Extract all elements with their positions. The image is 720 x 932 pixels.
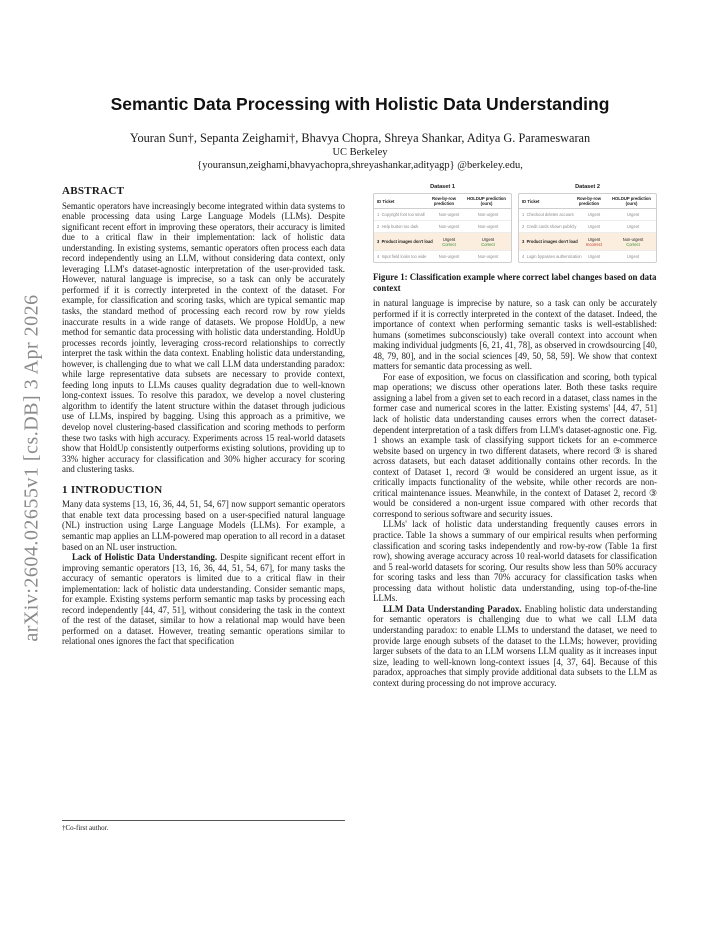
paper-title: Semantic Data Processing with Holistic Data Understanding [110, 94, 610, 114]
paragraph-lead: LLM Data Understanding Paradox. [383, 603, 522, 614]
header-holdup: HOLDUP prediction (ours) [611, 196, 651, 206]
dataset-title: Dataset 2 [575, 184, 600, 190]
paragraph-lead: Lack of Holistic Data Understanding. [72, 552, 218, 563]
intro-paragraph-1: Many data systems [13, 16, 36, 44, 51, 54, 67] now support semantic operators that enable text data processing based on a user-specified natural language (NL) instruction using Large Language Models (LLMs). For example, a semantic map applies an LLM-powered map operation to all record in a dataset based on an NL user instruction. [62, 499, 345, 552]
table-header [374, 194, 511, 209]
author-list: Youran Sun†, Sepanta Zeighami†, Bhavya Chopra, Shreya Shankar, Aditya G. Parameswaran [129, 131, 591, 145]
dataset-1-panel [373, 184, 512, 263]
status-label: Correct [481, 241, 495, 247]
intro-paragraph-4: For ease of exposition, we focus on classification and scoring, both typical map operations; we discuss other operations later. Both these tasks require assigning a label from a given set to each record in a dataset, class names in the former case and numerical scores in the latter. Existing systems' [44, 47, 51] lack of holistic data understanding causes errors when the correct dataset-dependent interpretation of a task differs from LLM's dataset-agnostic one. Fig. 1 shows an example task of classifying support tickets for an e-commerce website based on urgency in two different datasets, where record ③ is shared across datasets, but each dataset additionally contains other records. In the context of Dataset 1, record ③ would be considered an urgent issue, as it critically impacts functionality of the website, while other records are non-critical maintenance issues. Meanwhile, in the context of Dataset 2, record ③ would be considered a non-urgent issue compared with other records that correspond to serious software and security issues. [373, 371, 657, 519]
intro-paragraph-3: in natural language is imprecise by nature, so a task can only be accurately performed if it is correctly interpreted in the context of the dataset. Indeed, the importance of context when performing semantic tasks is well-established: humans (sometimes subconsciously) take overall context into account when making individual judgments [6, 21, 41, 78], as observed in crowdsourcing [40, 48, 79, 80], and in the social sciences [49, 50, 58, 59]. We show that context matters for semantic data processing as well. [373, 298, 657, 372]
figure-caption: Figure 1: Classification example where correct label changes based on data context [373, 272, 657, 293]
table-row: 2 Help button too dark Non-urgent Non-urgent [374, 221, 511, 233]
header-holdup: HOLDUP prediction (ours) [466, 196, 506, 206]
table-row: 4 Input field looks too wide Non-urgent Non-urgent [377, 254, 499, 259]
dataset-title: Dataset 1 [430, 184, 455, 190]
arxiv-sidebar [12, 268, 52, 668]
intro-paragraph-2 [62, 552, 345, 647]
table-row-highlighted: 3 Product images don't load Urgent Correct Urgent Correct [374, 233, 511, 251]
header-row-by-row: Row-by-row prediction [577, 196, 601, 206]
status-label: Incorrect [586, 241, 602, 247]
table-row: 1 Checkout deletes account Urgent Urgent [519, 209, 656, 221]
abstract-heading: ABSTRACT [62, 185, 125, 197]
header-row-by-row: Row-by-row prediction [432, 196, 456, 206]
dataset-2-panel [518, 184, 657, 263]
author-emails: {youransun,zeighami,bhavyachopra,shreyashankar,adityagp} @berkeley.edu, [197, 160, 523, 171]
affiliation: UC Berkeley [332, 147, 388, 158]
arxiv-identifier: arXiv:2604.02655v1 [cs.DB] 3 Apr 2026 [20, 294, 43, 642]
header-id-ticket: ID Ticket [522, 198, 540, 204]
table-row: 1 Copyright font too small Non-urgent Non-urgent [374, 209, 511, 221]
paragraph-body: Despite significant recent effort in improving semantic operators [13, 16, 36, 44, 51, 54, 67], for many tasks the accuracy of semantic operators is limited due to a critical flaw in their implementation: lack of holistic data understanding. Consider semantic maps, for example. Existing systems perform semantic map tasks by processing each record independently [44, 47, 51], without considering the task in the context of the rest of the dataset, similar to how a relational map would have been performed on a dataset. However, treating semantic operations similar to relational ones ignores the fact that specification [62, 552, 346, 647]
status-label: Correct [442, 241, 456, 247]
dataset-table [373, 193, 512, 263]
table-row-highlighted: 3 Product images don't load Urgent Incorrect Non-urgent Correct [519, 233, 656, 251]
abstract-text: Semantic operators have increasingly become integrated within data systems to enable processing data using Large Language Models (LLMs). Despite significant recent effort in improving these operators, their accuracy is limited due to a critical flaw in their implementation: lack of holistic data understanding. In existing systems, semantic operators often process each data record independently using an LLM, without considering data context, only leveraging LLM's dataset-agnostic interpretation of the user-provided task. However, natural language is imprecise, so a task can only be accurately performed if it is correctly interpreted in the context of the dataset. For example, for classification and scoring tasks, which are typical semantic map tasks, the standard method of processing each record row by row yields inaccurate results in a wide range of datasets. We propose HoldUp, a new method for semantic data processing with holistic data understanding. HoldUp processes records jointly, leveraging cross-record relationships to correctly interpret the task within the data context. Enabling holistic data understanding, however, is challenging due to what we call LLM data understanding paradox: while large representative data subsets are necessary to provide context, feeding long inputs to LLMs causes quality degradation due to well-known long-context issues. To resolve this paradox, we develop a novel clustering algorithm to identify the latent structure within the dataset through judicious use of LLMs, inspired by bagging. Using this approach as a primitive, we develop novel clustering-based classification and scoring methods to perform these two tasks with high accuracy. Experiments across 15 real-world datasets show that HoldUp consistently outperforms existing solutions, providing up to 33% higher accuracy for classification and 30% higher accuracy for scoring and clustering tasks. [62, 200, 345, 475]
figure-1 [373, 184, 657, 270]
header-id-ticket: ID Ticket [377, 198, 395, 204]
footnote: †Co-first author. [62, 820, 345, 832]
table-row: 4 Login bypasses authentication Urgent Urgent [522, 254, 640, 259]
intro-paragraph-5: LLMs' lack of holistic data understanding frequently causes errors in practice. Table 1a shows a summary of our empirical results when performing classification and scoring tasks independently and row-by-row (Table 1a first row), showing average accuracy across 10 real-world datasets for classification and 5 real-world datasets for scoring. Our results show less than 50% accuracy for scoring tasks and less than 70% accuracy for classification tasks when processing data without holistic data understanding, using top-of-the-line LLMs. [373, 519, 657, 604]
status-label: Correct [626, 241, 640, 247]
right-column [373, 298, 657, 688]
table-row: 2 Credit cards shown publicly Urgent Urgent [519, 221, 656, 233]
paragraph-body: Enabling holistic data understanding for semantic operators is challenging due to what we call LLM data understanding paradox: to enable LLMs to understand the dataset, we need to provide large enough subsets of the dataset to the LLMs; however, providing larger subsets of the data to an LLM worsens LLM quality as it increases input size, leading to well-known long-context issues [4, 37, 64]. Because of this paradox, approaches that simply provide additional data subsets to the LLM as context during processing do not improve accuracy. [373, 603, 657, 688]
table-header [519, 194, 656, 209]
left-column [62, 186, 345, 647]
intro-heading: 1 INTRODUCTION [62, 483, 163, 496]
intro-paragraph-6 [373, 604, 657, 688]
dataset-table [518, 193, 657, 263]
